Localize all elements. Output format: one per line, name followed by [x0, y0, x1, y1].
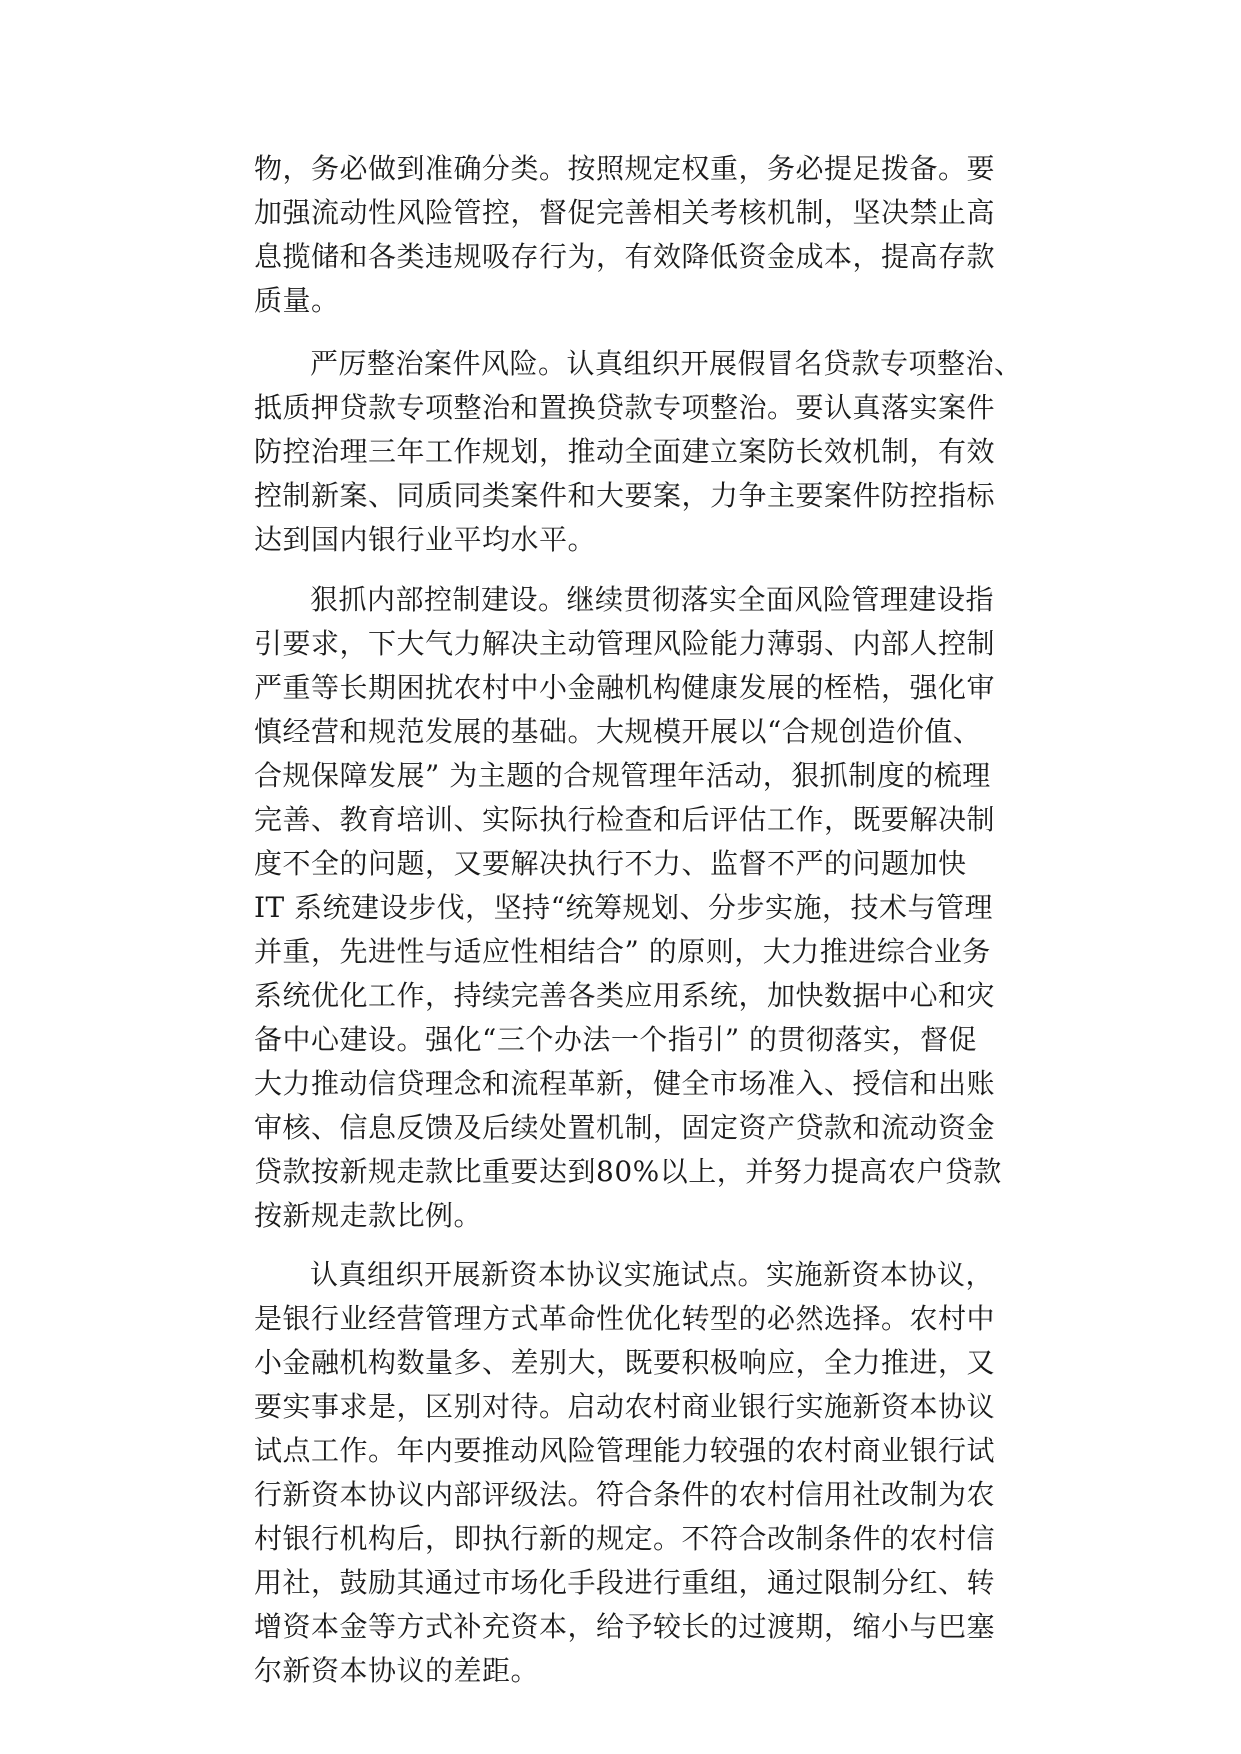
text-line: 度不全的问题，又要解决执行不力、监督不严的问题加快	[254, 847, 967, 880]
text-line: 防控治理三年工作规划，推动全面建立案防长效机制，有效	[254, 435, 996, 468]
text-line: 控制新案、同质同类案件和大要案，力争主要案件防控指标	[254, 479, 996, 512]
text-line: 是银行业经营管理方式革命性优化转型的必然选择。农村中	[254, 1302, 996, 1335]
text-line: 抵质押贷款专项整治和置换贷款专项整治。要认真落实案件	[254, 391, 996, 424]
text-line: 狠抓内部控制建设。继续贯彻落实全面风险管理建设指	[310, 583, 995, 616]
text-line: 系统优化工作，持续完善各类应用系统，加快数据中心和灾	[254, 979, 996, 1012]
text-line: 加强流动性风险管控，督促完善相关考核机制，坚决禁止高	[254, 196, 996, 229]
text-line: 贷款按新规走款比重要达到80%以上，并努力提高农户贷款	[254, 1155, 1002, 1188]
text-line: 质量。	[254, 284, 340, 317]
text-line: 认真组织开展新资本协议实施试点。实施新资本协议，	[310, 1258, 995, 1291]
text-line: 完善、教育培训、实际执行检查和后评估工作，既要解决制	[254, 803, 996, 836]
text-line: 审核、信息反馈及后续处置机制，固定资产贷款和流动资金	[254, 1111, 996, 1144]
text-line: 并重，先进性与适应性相结合” 的原则，大力推进综合业务	[254, 935, 991, 968]
text-line: IT 系统建设步伐，坚持“统筹规划、分步实施，技术与管理	[254, 891, 993, 924]
text-line: 慎经营和规范发展的基础。大规模开展以“合规创造价值、	[254, 715, 982, 748]
text-line: 息揽储和各类违规吸存行为，有效降低资金成本，提高存款	[254, 240, 996, 273]
text-line: 行新资本协议内部评级法。符合条件的农村信用社改制为农	[254, 1478, 996, 1511]
text-line: 按新规走款比例。	[254, 1199, 483, 1232]
text-line: 村银行机构后，即执行新的规定。不符合改制条件的农村信	[254, 1522, 996, 1555]
text-line: 尔新资本协议的差距。	[254, 1654, 540, 1687]
text-line: 严重等长期困扰农村中小金融机构健康发展的桎梏，强化审	[254, 671, 996, 704]
text-line: 小金融机构数量多、差别大，既要积极响应，全力推进，又	[254, 1346, 996, 1379]
text-line: 合规保障发展” 为主题的合规管理年活动，狠抓制度的梳理	[254, 759, 991, 792]
text-line: 达到国内银行业平均水平。	[254, 523, 597, 556]
text-line: 用社，鼓励其通过市场化手段进行重组，通过限制分红、转	[254, 1566, 996, 1599]
text-line: 物，务必做到准确分类。按照规定权重，务必提足拨备。要	[254, 152, 996, 185]
text-line: 大力推动信贷理念和流程革新，健全市场准入、授信和出账	[254, 1067, 996, 1100]
text-line: 要实事求是，区别对待。启动农村商业银行实施新资本协议	[254, 1390, 996, 1423]
paragraph-case-risk	[254, 342, 1023, 562]
text-line: 试点工作。年内要推动风险管理能力较强的农村商业银行试	[254, 1434, 996, 1467]
text-line: 严厉整治案件风险。认真组织开展假冒名贷款专项整治、	[310, 347, 1023, 380]
paragraph-new-capital-accord	[254, 1253, 1014, 1693]
text-line: 备中心建设。强化“三个办法一个指引” 的贯彻落实，督促	[254, 1023, 978, 1056]
paragraph-internal-control	[254, 578, 1014, 1238]
paragraph-classification-provisioning	[254, 147, 1014, 323]
text-line: 引要求，下大气力解决主动管理风险能力薄弱、内部人控制	[254, 627, 996, 660]
text-line: 增资本金等方式补充资本，给予较长的过渡期，缩小与巴塞	[254, 1610, 996, 1643]
